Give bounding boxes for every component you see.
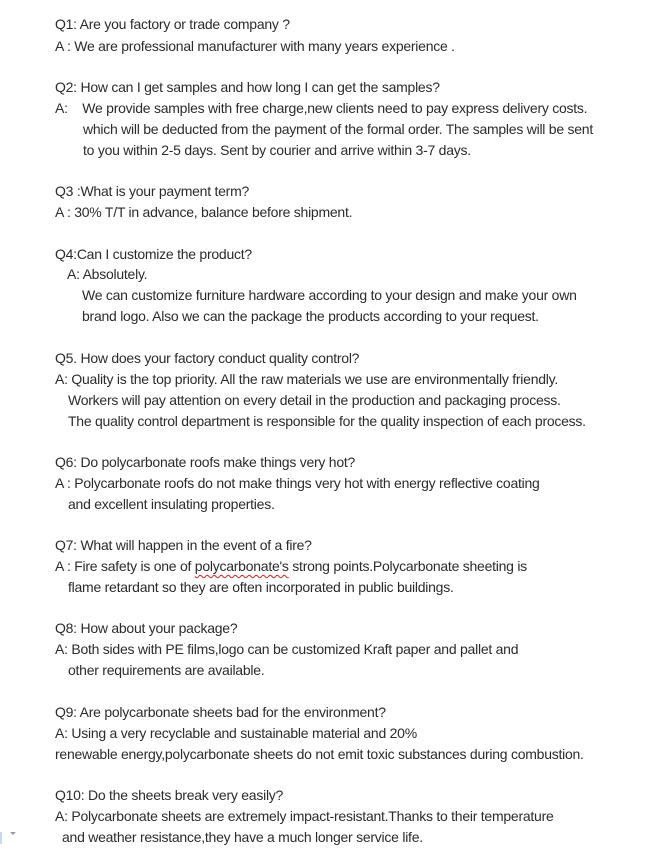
faq-question: Q8: How about your package?: [55, 620, 238, 636]
faq-answer: A : We are professional manufacturer with many years experience .: [55, 38, 455, 54]
faq-answer: A: Absolutely.: [67, 266, 148, 282]
faq-answer: Workers will pay attention on every detail in the production and packaging process.: [68, 392, 561, 408]
faq-answer: A: Quality is the top priority. All the raw materials we use are environmentally friendly.: [55, 371, 558, 387]
faq-answer: and excellent insulating properties.: [68, 496, 275, 512]
faq-answer: other requirements are available.: [68, 662, 265, 678]
spellcheck-flagged-word[interactable]: polycarbonate's: [194, 558, 289, 574]
faq-answer: which will be deducted from the payment of the formal order. The samples will be sent: [83, 121, 593, 137]
faq-answer: A : 30% T/T in advance, balance before shipment.: [55, 204, 353, 220]
faq-answer: A: Polycarbonate sheets are extremely impact-resistant.Thanks to their temperature: [55, 808, 554, 824]
dropdown-arrow-icon[interactable]: [10, 832, 16, 835]
answer-text: strong points.Polycarbonate sheeting is: [288, 558, 527, 574]
faq-question: Q4:Can I customize the product?: [55, 246, 252, 262]
faq-question: Q5. How does your factory conduct quality control?: [55, 350, 360, 366]
faq-answer: A : Polycarbonate roofs do not make things very hot with energy reflective coating: [55, 475, 540, 491]
faq-answer: and weather resistance,they have a much longer service life.: [62, 829, 423, 845]
faq-question: Q1: Are you factory or trade company ?: [55, 16, 290, 32]
faq-answer: We can customize furniture hardware according to your design and make your own: [82, 287, 577, 303]
faq-answer: renewable energy,polycarbonate sheets do not emit toxic substances during combustion.: [55, 746, 584, 762]
faq-answer: A: Using a very recyclable and sustainable material and 20%: [55, 725, 417, 741]
faq-question: Q6: Do polycarbonate roofs make things very hot?: [55, 454, 356, 470]
faq-answer: [55, 557, 527, 575]
faq-answer: A: Both sides with PE films,logo can be customized Kraft paper and pallet and: [55, 641, 519, 657]
answer-text: A : Fire safety is one of: [55, 558, 195, 574]
faq-answer: to you within 2-5 days. Sent by courier and arrive within 3-7 days.: [83, 142, 471, 158]
faq-question: Q10: Do the sheets break very easily?: [55, 787, 284, 803]
faq-question: Q9: Are polycarbonate sheets bad for the environment?: [55, 704, 386, 720]
faq-answer: A: We provide samples with free charge,new clients need to pay express delivery costs.: [55, 100, 588, 116]
faq-question: Q3 :What is your payment term?: [55, 183, 250, 199]
faq-answer: flame retardant so they are often incorporated in public buildings.: [68, 579, 454, 595]
faq-answer: The quality control department is responsible for the quality inspection of each process.: [68, 413, 586, 429]
faq-question: Q2: How can I get samples and how long I can get the samples?: [55, 79, 440, 95]
faq-answer: brand logo. Also we can the package the products according to your request.: [82, 308, 539, 324]
faq-question: Q7: What will happen in the event of a fire?: [55, 537, 312, 553]
editor-edge-marker: [0, 832, 2, 844]
